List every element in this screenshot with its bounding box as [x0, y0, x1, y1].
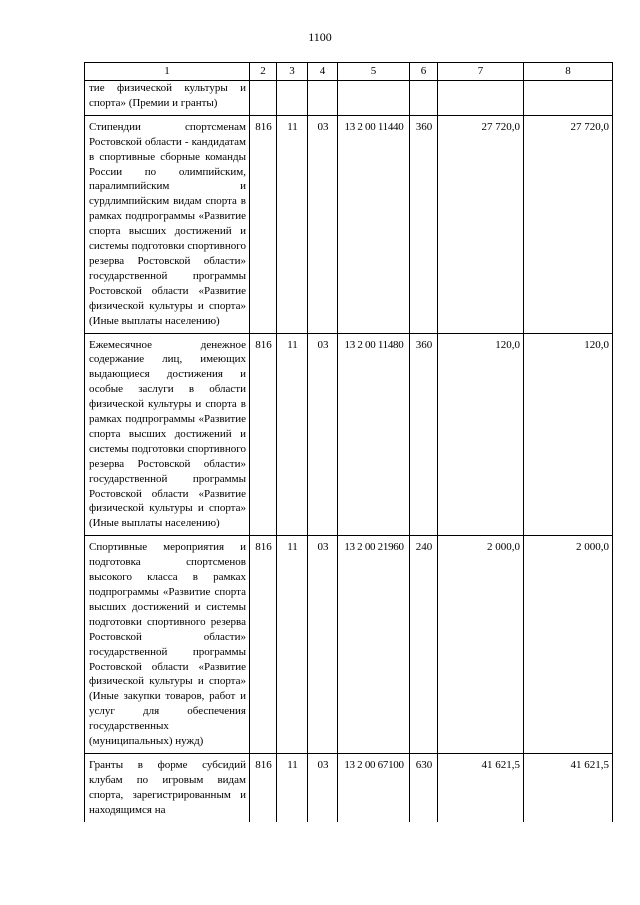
cell-subsection: 03 [308, 115, 338, 333]
cell-subsection: 03 [308, 753, 338, 821]
cell-amount-1: 41 621,5 [438, 753, 524, 821]
cell-target-code: 13 2 00 21960 [338, 536, 410, 754]
column-header-1: 1 [85, 63, 250, 81]
row-name: тие физической культуры и спорта» (Премии и гранты) [85, 81, 250, 116]
cell-section: 11 [277, 333, 308, 536]
cell-amount-1: 120,0 [438, 333, 524, 536]
column-header-8: 8 [524, 63, 613, 81]
cell-amount-2: 120,0 [524, 333, 613, 536]
page-number: 1100 [308, 30, 332, 44]
table-row [85, 753, 613, 821]
cell-subsection: 03 [308, 536, 338, 754]
cell-amount-1 [438, 81, 524, 116]
column-header-6: 6 [410, 63, 438, 81]
cell-target-code [338, 81, 410, 116]
cell-expense-type [410, 81, 438, 116]
cell-ministry: 816 [250, 333, 277, 536]
budget-table [84, 62, 613, 822]
cell-subsection [308, 81, 338, 116]
cell-amount-1: 2 000,0 [438, 536, 524, 754]
cell-amount-1: 27 720,0 [438, 115, 524, 333]
cell-ministry: 816 [250, 115, 277, 333]
cell-section: 11 [277, 753, 308, 821]
cell-section: 11 [277, 536, 308, 754]
cell-subsection: 03 [308, 333, 338, 536]
table-row [85, 333, 613, 536]
column-header-7: 7 [438, 63, 524, 81]
row-name: Стипендии спортсменам Ростовской области - кандидатам в спортивные сборные команды России по олимпийским, паралимпийским и сурдлимпийским видам спорта в рамках подпрограммы «Развитие спорта высших достижений и системы подготовки спортивного резерва Ростовской области» государственной программы Ростовской области «Развитие физической культуры и спорта» (Иные выплаты населению) [85, 115, 250, 333]
cell-amount-2: 41 621,5 [524, 753, 613, 821]
cell-section: 11 [277, 115, 308, 333]
cell-ministry: 816 [250, 536, 277, 754]
column-header-5: 5 [338, 63, 410, 81]
cell-target-code: 13 2 00 11480 [338, 333, 410, 536]
cell-expense-type: 360 [410, 333, 438, 536]
cell-ministry: 816 [250, 753, 277, 821]
cell-expense-type: 240 [410, 536, 438, 754]
cell-section [277, 81, 308, 116]
cell-amount-2 [524, 81, 613, 116]
cell-amount-2: 27 720,0 [524, 115, 613, 333]
table-row [85, 81, 613, 116]
column-header-4: 4 [308, 63, 338, 81]
column-header-3: 3 [277, 63, 308, 81]
cell-ministry [250, 81, 277, 116]
column-header-2: 2 [250, 63, 277, 81]
cell-expense-type: 360 [410, 115, 438, 333]
cell-target-code: 13 2 00 11440 [338, 115, 410, 333]
header-row [85, 63, 613, 81]
cell-target-code: 13 2 00 67100 [338, 753, 410, 821]
cell-amount-2: 2 000,0 [524, 536, 613, 754]
row-name: Ежемесячное денежное содержание лиц, имеющих выдающиеся достижения и особые заслуги в области физической культуры и спорта в рамках подпрограммы «Развитие спорта высших достижений и системы подготовки спортивного резерва Ростовской области» государственной программы Ростовской области «Развитие физической культуры и спорта» (Иные выплаты населению) [85, 333, 250, 536]
cell-expense-type: 630 [410, 753, 438, 821]
table-row [85, 115, 613, 333]
table-row [85, 536, 613, 754]
row-name: Спортивные мероприятия и подготовка спортсменов высокого класса в рамках подпрограммы «Развитие спорта высших достижений и системы подготовки спортивного резерва Ростовской области» государственной программы Ростовской области «Развитие физической культуры и спорта» (Иные закупки товаров, работ и услуг для обеспечения государственных (муниципальных) нужд) [85, 536, 250, 754]
row-name: Гранты в форме субсидий клубам по игровым видам спорта, зарегистрированным и находящимся на [85, 753, 250, 821]
